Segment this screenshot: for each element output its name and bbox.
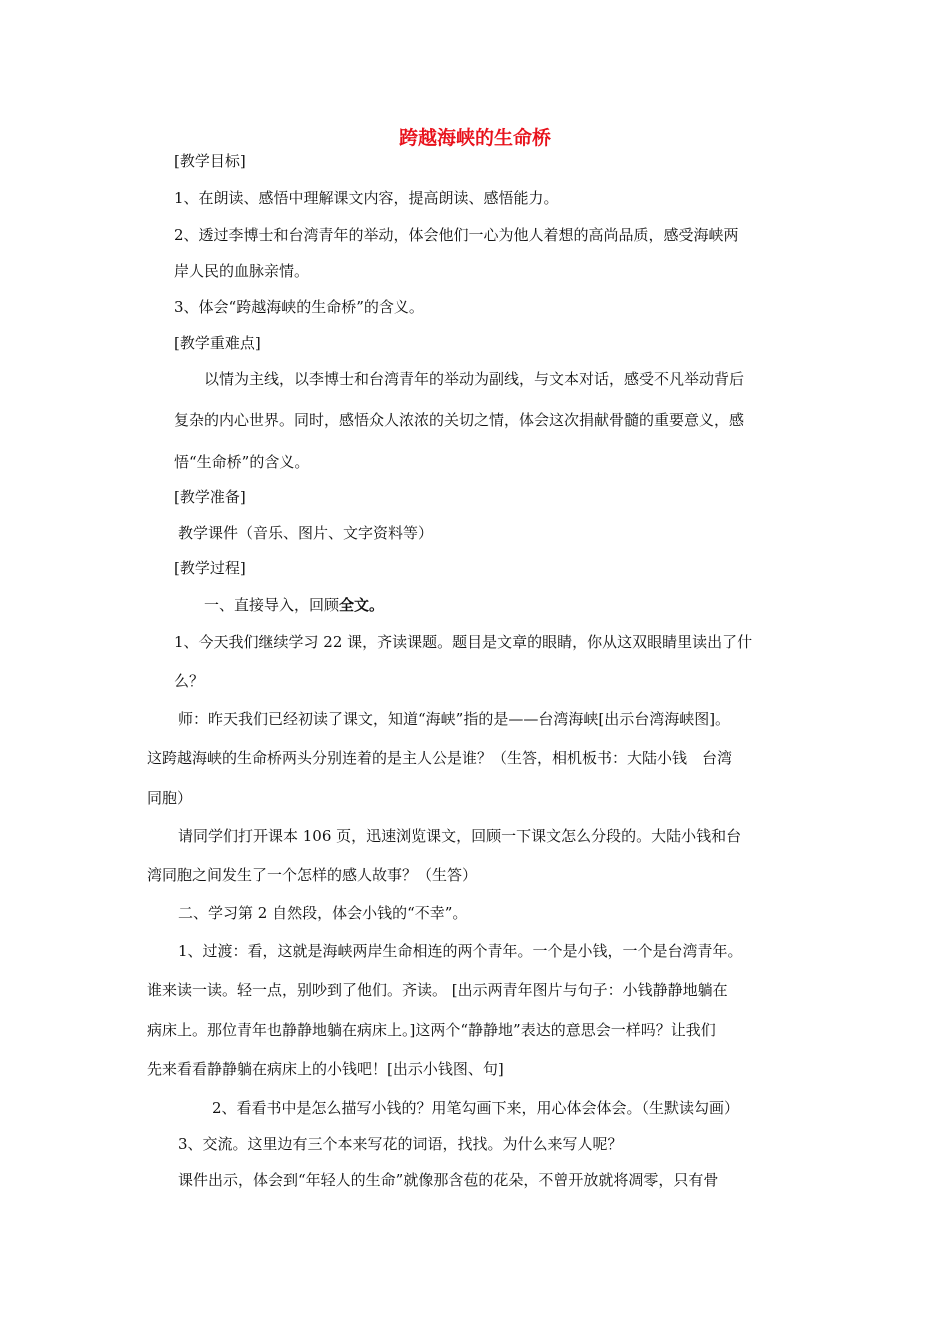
paragraph-line: 岸人民的血脉亲情。 bbox=[174, 262, 310, 280]
section-heading-preparation: [教学准备] bbox=[174, 488, 246, 506]
paragraph-line: 湾同胞之间发生了一个怎样的感人故事？（生答） bbox=[147, 866, 478, 884]
paragraph-line: 2、看看书中是怎么描写小钱的？用笔勾画下来，用心体会体会。（生默读勾画） bbox=[212, 1099, 740, 1117]
paragraph-line: 谁来读一读。轻一点，别吵到了他们。齐读。 [出示两青年图片与句子：小钱静静地躺在 bbox=[147, 981, 728, 999]
subsection-heading-text: 一、直接导入，回顾 bbox=[204, 596, 340, 614]
paragraph-line: 3、交流。这里边有三个本来写花的词语，找找。为什么来写人呢？ bbox=[178, 1135, 623, 1153]
paragraph-line: 课件出示，体会到“年轻人的生命”就像那含苞的花朵，不曾开放就将凋零，只有骨 bbox=[178, 1171, 719, 1189]
paragraph-line: 病床上。那位青年也静静地躺在病床上。]这两个“静静地”表达的意思会一样吗？让我们 bbox=[147, 1021, 716, 1039]
paragraph-line: 1、过渡：看，这就是海峡两岸生命相连的两个青年。一个是小钱，一个是台湾青年。 bbox=[178, 942, 743, 960]
paragraph-line: 教学课件（音乐、图片、文字资料等） bbox=[178, 524, 434, 542]
paragraph-line: 以情为主线，以李博士和台湾青年的举动为副线，与文本对话，感受不凡举动背后 bbox=[204, 370, 745, 388]
paragraph-line: 1、在朗读、感悟中理解课文内容，提高朗读、感悟能力。 bbox=[174, 189, 559, 207]
paragraph-line: 么？ bbox=[174, 672, 205, 690]
paragraph-line: 1、今天我们继续学习 22 课，齐读课题。题目是文章的眼睛，你从这双眼睛里读出了什 bbox=[174, 633, 753, 651]
subsection-heading-bold-text: 全文。 bbox=[339, 596, 385, 614]
paragraph-line: 这跨越海峡的生命桥两头分别连着的是主人公是谁？（生答，相机板书：大陆小钱 台湾 bbox=[147, 749, 733, 767]
paragraph-line: 2、透过李博士和台湾青年的举动，体会他们一心为他人着想的高尚品质，感受海峡两 bbox=[174, 226, 739, 244]
paragraph-line: 悟“生命桥”的含义。 bbox=[174, 453, 310, 471]
paragraph-line: 复杂的内心世界。同时，感悟众人浓浓的关切之情，体会这次捐献骨髓的重要意义，感 bbox=[174, 411, 745, 429]
document-title: 跨越海峡的生命桥 bbox=[398, 127, 551, 149]
subsection-heading-1 bbox=[204, 595, 384, 615]
section-heading-difficulties: [教学重难点] bbox=[174, 334, 261, 352]
paragraph-line: 同胞） bbox=[147, 789, 193, 807]
paragraph-line: 3、体会“跨越海峡的生命桥”的含义。 bbox=[174, 298, 424, 316]
paragraph-line: 请同学们打开课本 106 页，迅速浏览课文，回顾一下课文怎么分段的。大陆小钱和台 bbox=[178, 827, 742, 845]
paragraph-line: 师：昨天我们已经初读了课文，知道“海峡”指的是——台湾海峡[出示台湾海峡图]。 bbox=[178, 710, 731, 728]
paragraph-line: 先来看看静静躺在病床上的小钱吧！[出示小钱图、句] bbox=[147, 1060, 504, 1078]
subsection-heading-2: 二、学习第 2 自然段，体会小钱的“不幸”。 bbox=[178, 904, 468, 922]
section-heading-goals: [教学目标] bbox=[174, 152, 246, 170]
section-heading-process: [教学过程] bbox=[174, 559, 246, 577]
